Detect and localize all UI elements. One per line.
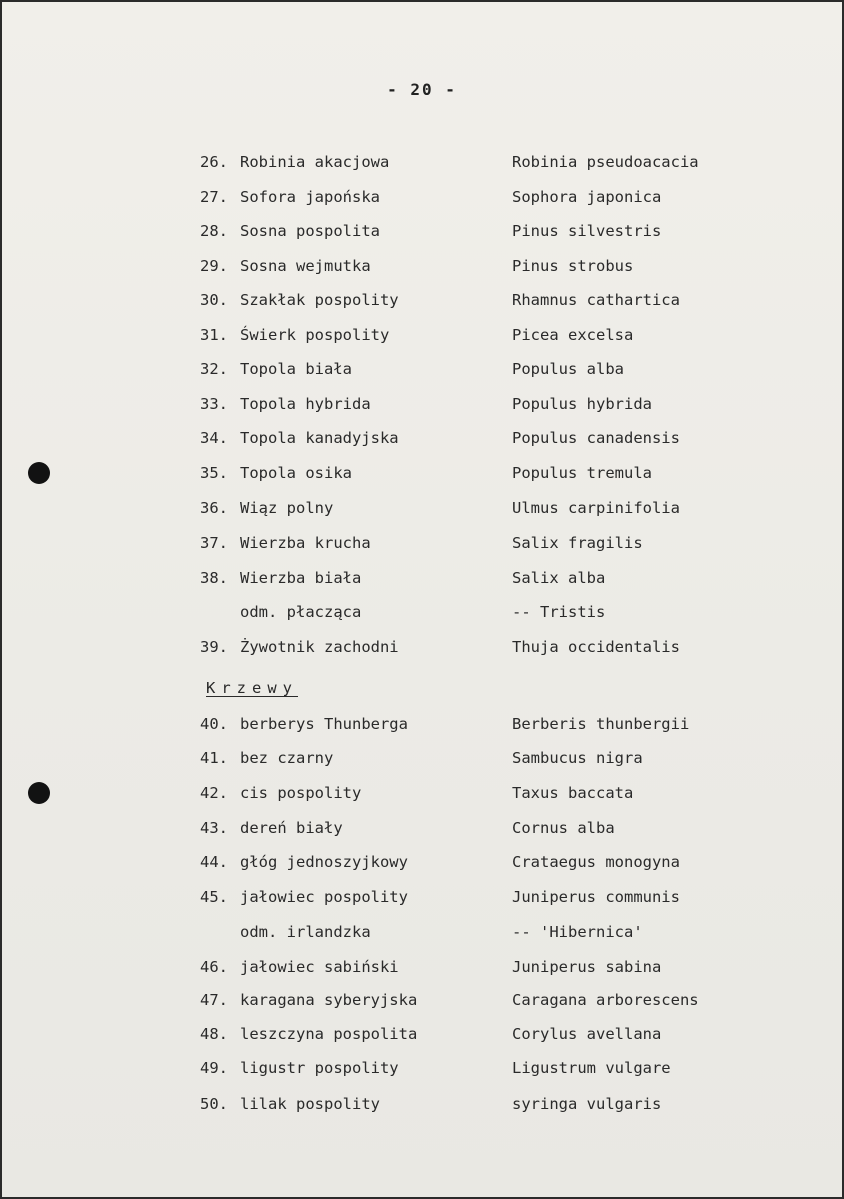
item-number: 34.	[200, 429, 228, 447]
item-number: 45.	[200, 888, 228, 906]
latin-name: Populus tremula	[512, 464, 652, 482]
polish-name: Szakłak pospolity	[240, 291, 399, 309]
item-number: 36.	[200, 499, 228, 517]
item-number: 50.	[200, 1095, 228, 1113]
latin-name: Crataegus monogyna	[512, 853, 680, 871]
list-item	[200, 851, 408, 873]
latin-name: -- 'Hibernica'	[512, 923, 643, 941]
list-item	[200, 358, 352, 380]
list-item	[200, 186, 380, 208]
polish-name: karagana syberyjska	[240, 991, 418, 1009]
list-item	[200, 220, 380, 242]
item-number: 40.	[200, 715, 228, 733]
latin-name: Populus hybrida	[512, 395, 652, 413]
item-number: 39.	[200, 638, 228, 656]
polish-name: jałowiec sabiński	[240, 958, 399, 976]
latin-name: Cornus alba	[512, 819, 615, 837]
item-number: 31.	[200, 326, 228, 344]
latin-name: Sambucus nigra	[512, 749, 643, 767]
latin-name: Juniperus communis	[512, 888, 680, 906]
section-heading: Krzewy	[206, 679, 298, 697]
item-number: 38.	[200, 569, 228, 587]
polish-name: lilak pospolity	[240, 1095, 380, 1113]
list-item	[200, 747, 333, 769]
latin-name: Robinia pseudoacacia	[512, 153, 699, 171]
item-number: 37.	[200, 534, 228, 552]
list-item	[200, 532, 371, 554]
item-number: 30.	[200, 291, 228, 309]
latin-name: Thuja occidentalis	[512, 638, 680, 656]
list-item	[200, 289, 399, 311]
item-number: 47.	[200, 991, 228, 1009]
polish-name: cis pospolity	[240, 784, 362, 802]
polish-name: Topola osika	[240, 464, 352, 482]
page-number: - 20 -	[387, 80, 457, 99]
latin-name: Caragana arborescens	[512, 991, 699, 1009]
list-item	[200, 1023, 417, 1045]
item-number: 49.	[200, 1059, 228, 1077]
list-item	[200, 713, 408, 735]
item-number: 35.	[200, 464, 228, 482]
list-item	[200, 817, 343, 839]
list-item	[200, 567, 361, 589]
polish-name: bez czarny	[240, 749, 334, 767]
list-item	[200, 886, 408, 908]
latin-name: Pinus silvestris	[512, 222, 662, 240]
polish-name: Sosna pospolita	[240, 222, 380, 240]
item-number: 43.	[200, 819, 228, 837]
list-item	[200, 636, 399, 658]
list-item	[200, 427, 399, 449]
polish-name: Wierzba biała	[240, 569, 362, 587]
latin-name: Corylus avellana	[512, 1025, 662, 1043]
list-item	[200, 393, 371, 415]
list-item	[200, 1093, 380, 1115]
latin-name: Populus alba	[512, 360, 624, 378]
punch-hole-bottom	[28, 782, 50, 804]
list-item	[200, 601, 361, 623]
polish-name: jałowiec pospolity	[240, 888, 408, 906]
item-number: 29.	[200, 257, 228, 275]
item-number: 41.	[200, 749, 228, 767]
polish-name: Sosna wejmutka	[240, 257, 371, 275]
list-item	[200, 782, 361, 804]
latin-name: Ulmus carpinifolia	[512, 499, 680, 517]
item-number: 27.	[200, 188, 228, 206]
polish-name: Topola kanadyjska	[240, 429, 399, 447]
list-item	[200, 324, 389, 346]
latin-name: Taxus baccata	[512, 784, 634, 802]
polish-name: Sofora japońska	[240, 188, 380, 206]
list-item	[200, 956, 399, 978]
latin-name: Populus canadensis	[512, 429, 680, 447]
polish-name: Żywotnik zachodni	[240, 638, 399, 656]
polish-name: Świerk pospolity	[240, 326, 390, 344]
polish-name: leszczyna pospolita	[240, 1025, 418, 1043]
polish-name: Wiąz polny	[240, 499, 334, 517]
latin-name: Ligustrum vulgare	[512, 1059, 671, 1077]
polish-name: dereń biały	[240, 819, 343, 837]
latin-name: Salix alba	[512, 569, 606, 587]
item-number: 33.	[200, 395, 228, 413]
list-item	[200, 989, 417, 1011]
polish-name: odm. płacząca	[240, 603, 362, 621]
item-number: 42.	[200, 784, 228, 802]
latin-name: Sophora japonica	[512, 188, 662, 206]
list-item	[200, 255, 371, 277]
polish-name: głóg jednoszyjkowy	[240, 853, 408, 871]
latin-name: syringa vulgaris	[512, 1095, 662, 1113]
punch-hole-top	[28, 462, 50, 484]
item-number: 28.	[200, 222, 228, 240]
latin-name: Salix fragilis	[512, 534, 643, 552]
latin-name: Juniperus sabina	[512, 958, 662, 976]
list-item	[200, 151, 389, 173]
item-number: 32.	[200, 360, 228, 378]
list-item	[200, 921, 371, 943]
polish-name: Wierzba krucha	[240, 534, 371, 552]
polish-name: Topola hybrida	[240, 395, 371, 413]
list-item	[200, 1057, 399, 1079]
latin-name: Berberis thunbergii	[512, 715, 690, 733]
list-item	[200, 462, 352, 484]
list-item	[200, 497, 333, 519]
latin-name: Pinus strobus	[512, 257, 634, 275]
latin-name: Rhamnus cathartica	[512, 291, 680, 309]
polish-name: berberys Thunberga	[240, 715, 408, 733]
item-number: 44.	[200, 853, 228, 871]
latin-name: Picea excelsa	[512, 326, 634, 344]
latin-name: -- Tristis	[512, 603, 606, 621]
polish-name: odm. irlandzka	[240, 923, 371, 941]
polish-name: Topola biała	[240, 360, 352, 378]
polish-name: Robinia akacjowa	[240, 153, 390, 171]
item-number: 26.	[200, 153, 228, 171]
item-number: 46.	[200, 958, 228, 976]
polish-name: ligustr pospolity	[240, 1059, 399, 1077]
item-number: 48.	[200, 1025, 228, 1043]
